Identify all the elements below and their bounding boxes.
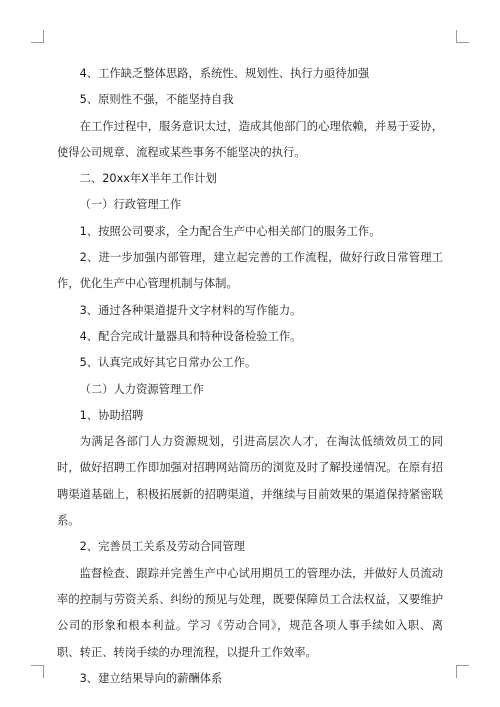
crop-mark-top-left xyxy=(31,30,44,43)
crop-mark-bottom-right xyxy=(456,665,469,678)
list-item-admin-3: 3、通过各种渠道提升文字材料的写作能力。 xyxy=(79,303,302,317)
list-item-admin-4: 4、配合完成计量器具和特种设备检验工作。 xyxy=(79,329,302,343)
paragraph-hr-1-detail: 为满足各部门人力资源规划，引进高层次人才，在淘汰低绩效员工的同时，做好招聘工作即加强对招聘网站简历的浏览及时了解投递情况。在原有招聘渠道基础上，积极拓展新的招聘渠道，并继续与目前效果的渠道保持紧密联系。 xyxy=(57,435,443,528)
crop-mark-top-right xyxy=(456,30,469,43)
subsection-heading-hr: （二）人力资源管理工作 xyxy=(79,382,204,396)
list-item-hr-1: 1、协助招聘 xyxy=(79,408,144,422)
document-body xyxy=(57,61,443,692)
paragraph-hr-2-detail: 监督检查、跟踪并完善生产中心试用期员工的管理办法，并做好人员流动率的控制与劳资关系、纠纷的预见与处理，既要保障员工合法权益，又要维护公司的形象和根本利益。学习《劳动合同》，规范各项人事手续如入职、离职、转正、转岗手续的办理流程，以提升工作效率。 xyxy=(57,566,443,659)
list-item-admin-1: 1、按照公司要求，全力配合生产中心相关部门的服务工作。 xyxy=(79,224,381,238)
crop-mark-bottom-left xyxy=(31,665,44,678)
subsection-heading-admin: （一）行政管理工作 xyxy=(79,198,182,212)
paragraph-weakness-5-detail: 在工作过程中，服务意识太过，造成其他部门的心理依赖，并易于妥协，使得公司规章、流程或某些事务不能坚决的执行。 xyxy=(57,119,443,159)
list-item-hr-3: 3、建立结果导向的薪酬体系 xyxy=(79,671,223,685)
paragraph-weakness-4: 4、工作缺乏整体思路，系统性、规划性、执行力亟待加强 xyxy=(79,67,370,80)
paragraph-weakness-5: 5、原则性不强，不能坚持自我 xyxy=(79,93,234,107)
list-item-admin-5: 5、认真完成好其它日常办公工作。 xyxy=(79,356,257,370)
list-item-admin-2: 2、进一步加强内部管理，建立起完善的工作流程，做好行政日常管理工作，优化生产中心管理机制与体制。 xyxy=(57,251,443,291)
list-item-hr-2: 2、完善员工关系及劳动合同管理 xyxy=(79,540,245,554)
section-heading-work-plan: 二、20xx年X半年工作计划 xyxy=(79,172,217,186)
